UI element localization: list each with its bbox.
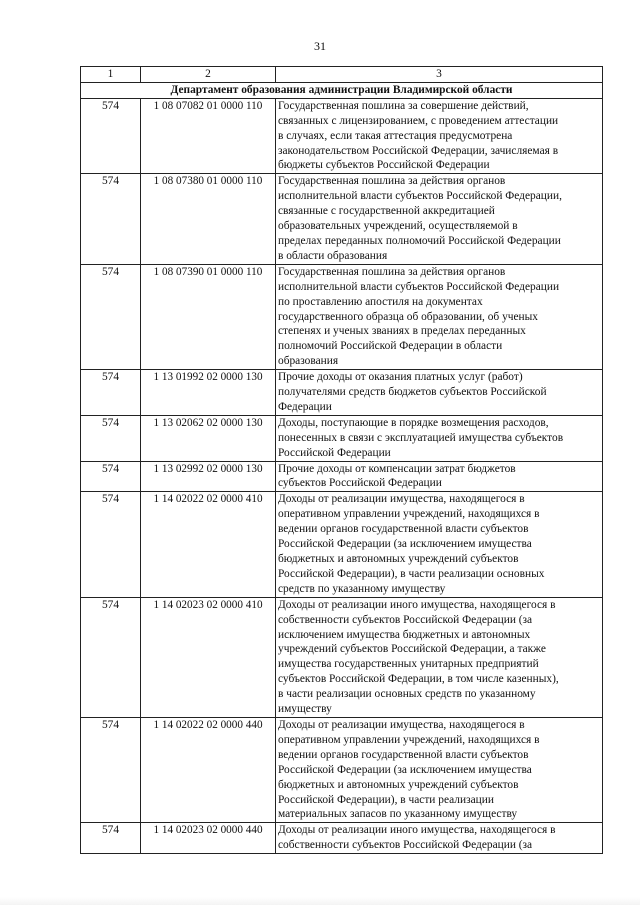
revenue-codes-table: [80, 66, 603, 854]
revenue-code-cell: 1 08 07380 01 0000 110: [141, 174, 276, 264]
revenue-name-cell: [276, 492, 603, 597]
revenue-name-cell: [276, 98, 603, 174]
revenue-code-cell: 1 13 02992 02 0000 130: [141, 461, 276, 492]
revenue-name-line: Федерации: [278, 400, 332, 413]
revenue-name-line: Государственная пошлина за совершение действий,: [278, 99, 529, 112]
revenue-name-line: образовательных учреждений, осуществляемой в: [278, 220, 518, 233]
column-header-2: 2: [141, 67, 276, 83]
revenue-name-line: Доходы, поступающие в порядке возмещения расходов,: [278, 416, 549, 429]
revenue-name-line: бюджетных и автономных учреждений субъектов: [278, 778, 519, 791]
revenue-code-cell: 1 13 01992 02 0000 130: [141, 370, 276, 416]
revenue-name-line: средств по указанному имуществу: [278, 582, 446, 595]
revenue-name-line: образования: [278, 355, 339, 368]
revenue-name-line: материальных запасов по указанному имуществу: [278, 808, 518, 821]
revenue-name-line: законодательством Российской Федерации, зачисляемая в: [278, 144, 559, 157]
revenue-name-line: исключением имущества бюджетных и автономных: [278, 628, 531, 641]
table-row: [81, 370, 603, 416]
table-row: [81, 98, 603, 174]
revenue-name-line: имущества государственных унитарных предприятий: [278, 658, 539, 671]
revenue-code-cell: 1 13 02062 02 0000 130: [141, 415, 276, 461]
revenue-name-line: Российской Федерации (за исключением имущества: [278, 538, 532, 551]
revenue-name-cell: [276, 174, 603, 264]
department-title: Департамент образования администрации Владимирской области: [81, 82, 603, 98]
department-row: [81, 82, 603, 98]
revenue-name-line: Российской Федерации: [278, 446, 391, 459]
revenue-name-line: бюджеты субъектов Российской Федерации: [278, 159, 490, 172]
admin-code-cell: 574: [81, 415, 141, 461]
revenue-name-line: Прочие доходы от компенсации затрат бюджетов: [278, 462, 516, 475]
revenue-name-line: получателями средств бюджетов субъектов Российской: [278, 386, 547, 399]
table-row: [81, 492, 603, 597]
revenue-name-line: понесенных в связи с эксплуатацией имущества субъектов: [278, 431, 564, 444]
revenue-code-cell: 1 14 02023 02 0000 410: [141, 597, 276, 717]
admin-code-cell: 574: [81, 597, 141, 717]
admin-code-cell: 574: [81, 264, 141, 369]
revenue-name-line: собственности субъектов Российской Федерации (за: [278, 839, 533, 852]
revenue-name-line: Доходы от реализации иного имущества, находящегося в: [278, 598, 556, 611]
revenue-name-line: Российской Федерации), в части реализации основных: [278, 567, 545, 580]
revenue-name-line: Прочие доходы от оказания платных услуг (работ): [278, 371, 523, 384]
revenue-name-line: Доходы от реализации имущества, находящегося в: [278, 493, 525, 506]
admin-code-cell: 574: [81, 717, 141, 822]
revenue-name-line: Российской Федерации (за исключением имущества: [278, 763, 532, 776]
table-header-row: [81, 67, 603, 83]
page-bottom-edge: [0, 897, 640, 905]
admin-code-cell: 574: [81, 461, 141, 492]
revenue-name-cell: [276, 370, 603, 416]
revenue-name-line: Государственная пошлина за действия органов: [278, 265, 506, 278]
revenue-code-cell: 1 08 07082 01 0000 110: [141, 98, 276, 174]
page-number: 31: [314, 39, 326, 53]
admin-code-cell: 574: [81, 823, 141, 854]
revenue-name-line: исполнительной власти субъектов Российской Федерации: [278, 280, 560, 293]
revenue-code-cell: 1 14 02022 02 0000 410: [141, 492, 276, 597]
revenue-name-line: связанных с лицензированием, с проведением аттестации: [278, 114, 559, 127]
revenue-name-line: учреждений субъектов Российской Федерации, а также: [278, 643, 546, 656]
revenue-name-line: ведении органов государственной власти субъектов: [278, 748, 529, 761]
revenue-name-line: субъектов Российской Федерации: [278, 477, 442, 490]
admin-code-cell: 574: [81, 98, 141, 174]
revenue-name-line: по проставлению апостиля на документах: [278, 295, 483, 308]
table-row: [81, 823, 603, 854]
revenue-name-line: в части реализации основных средств по указанному: [278, 688, 536, 701]
admin-code-cell: 574: [81, 370, 141, 416]
revenue-code-cell: 1 14 02022 02 0000 440: [141, 717, 276, 822]
table-row: [81, 415, 603, 461]
revenue-name-line: пределах переданных полномочий Российской Федерации: [278, 234, 561, 247]
table-row: [81, 597, 603, 717]
revenue-name-cell: [276, 264, 603, 369]
revenue-name-line: Российской Федерации), в части реализации: [278, 793, 494, 806]
table-row: [81, 461, 603, 492]
revenue-name-line: исполнительной власти субъектов Российской Федерации,: [278, 190, 562, 203]
revenue-name-cell: [276, 717, 603, 822]
revenue-name-cell: [276, 415, 603, 461]
revenue-name-cell: [276, 823, 603, 854]
column-header-3: 3: [276, 67, 603, 83]
revenue-code-cell: 1 14 02023 02 0000 440: [141, 823, 276, 854]
revenue-name-cell: [276, 461, 603, 492]
table-row: [81, 717, 603, 822]
admin-code-cell: 574: [81, 492, 141, 597]
revenue-name-line: Государственная пошлина за действия органов: [278, 175, 506, 188]
revenue-name-line: полномочий Российской Федерации в области: [278, 340, 503, 353]
revenue-name-line: оперативном управлении учреждений, находящихся в: [278, 733, 540, 746]
revenue-name-line: Доходы от реализации иного имущества, находящегося в: [278, 824, 556, 837]
revenue-name-line: субъектов Российской Федерации, в том числе казенных),: [278, 673, 559, 686]
revenue-name-line: собственности субъектов Российской Федерации (за: [278, 613, 533, 626]
revenue-name-line: государственного образца об образовании, об ученых: [278, 310, 538, 323]
revenue-name-line: в случаях, если такая аттестация предусмотрена: [278, 129, 513, 142]
revenue-name-line: ведении органов государственной власти субъектов: [278, 523, 529, 536]
column-header-1: 1: [81, 67, 141, 83]
table-row: [81, 264, 603, 369]
revenue-code-cell: 1 08 07390 01 0000 110: [141, 264, 276, 369]
revenue-name-line: имуществу: [278, 703, 332, 716]
revenue-name-line: бюджетных и автономных учреждений субъектов: [278, 553, 519, 565]
revenue-name-line: степенях и ученых званиях в пределах переданных: [278, 325, 526, 338]
revenue-name-cell: [276, 597, 603, 717]
revenue-name-line: оперативном управлении учреждений, находящихся в: [278, 508, 540, 521]
table-row: [81, 174, 603, 264]
admin-code-cell: 574: [81, 174, 141, 264]
revenue-name-line: в области образования: [278, 249, 388, 262]
revenue-name-line: Доходы от реализации имущества, находящегося в: [278, 718, 525, 731]
revenue-name-line: связанные с государственной аккредитацией: [278, 205, 495, 218]
